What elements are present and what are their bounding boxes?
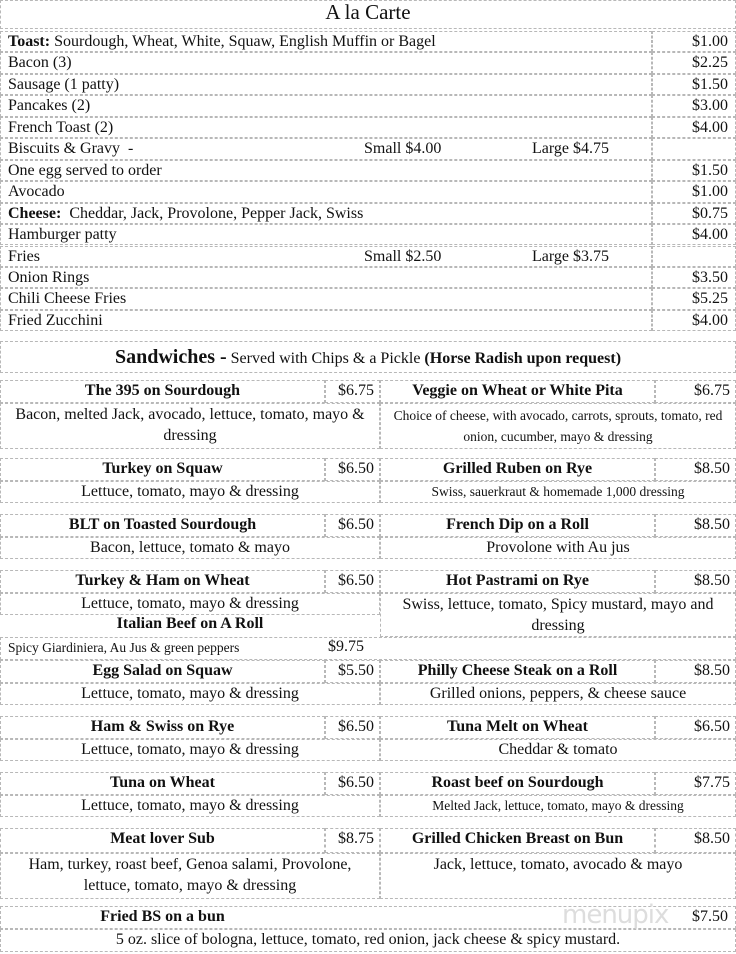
item-name	[8, 118, 113, 138]
sandwich-price: $8.75	[338, 830, 374, 847]
sandwich-name: Grilled Chicken Breast on Bun	[411, 830, 624, 847]
sandwich-desc: Grilled onions, peppers, & cheese sauce	[429, 685, 687, 702]
item-text: Chili Cheese Fries	[8, 290, 127, 308]
item-text: Fries	[8, 247, 40, 265]
item-name	[8, 75, 119, 95]
page-title: A la Carte	[325, 0, 411, 24]
sandwich-price: $6.75	[338, 382, 374, 399]
sandwiches-heading	[0, 344, 736, 372]
item-price: $2.25	[692, 54, 728, 72]
item-name	[8, 204, 363, 224]
row-cell	[0, 181, 652, 202]
sandwich-price: $9.75	[328, 638, 364, 655]
item-price: $1.50	[692, 161, 728, 179]
item-name	[8, 53, 72, 73]
small-price: Small $4.00	[364, 140, 442, 158]
item-name	[8, 96, 90, 116]
sandwich-desc: 5 oz. slice of bologna, lettuce, tomato, red onion, jack cheese & spicy mustard.	[115, 931, 621, 948]
item-text: Sausage (1 patty)	[8, 75, 120, 93]
item-price: $4.00	[692, 311, 728, 329]
watermark-logo: menupix	[562, 900, 669, 930]
large-price: Large $3.75	[532, 247, 610, 265]
sandwich-price: $6.50	[338, 572, 374, 589]
item-price: $5.25	[692, 290, 728, 308]
sandwich-desc: Bacon, melted Jack, avocado, lettuce, tomato, mayo & dressing	[15, 406, 365, 444]
item-name	[8, 289, 126, 309]
item-name	[8, 268, 89, 288]
item-text: Avocado	[8, 183, 65, 201]
sandwich-name: Tuna on Wheat	[110, 774, 215, 791]
small-price: Small $2.50	[364, 247, 442, 265]
sandwich-price: $5.50	[338, 662, 374, 679]
sandwich-name: Veggie on Wheat or White Pita	[412, 382, 623, 399]
sandwich-desc: Lettuce, tomato, mayo & dressing	[81, 685, 299, 702]
sandwich-name: French Dip on a Roll	[446, 516, 589, 533]
item-price: $1.50	[692, 75, 728, 93]
sandwich-price: $7.50	[692, 908, 728, 925]
sandwich-name: Turkey & Ham on Wheat	[75, 572, 250, 589]
item-text: Hamburger patty	[8, 226, 117, 244]
title-cell	[0, 0, 736, 29]
sandwich-desc: Ham, turkey, roast beef, Genoa salami, Provolone, lettuce, tomato, mayo & dressing	[28, 856, 352, 894]
item-text: Biscuits & Gravy -	[8, 140, 134, 158]
sandwiches-title: Sandwiches -	[114, 346, 227, 368]
sandwich-name: Turkey on Squaw	[102, 460, 223, 477]
item-text: French Toast (2)	[8, 118, 114, 136]
sandwich-price: $8.50	[694, 830, 730, 847]
sandwich-price: $6.50	[694, 718, 730, 735]
sandwich-desc: Lettuce, tomato, mayo & dressing	[81, 797, 299, 814]
sandwich-name: The 395 on Sourdough	[84, 382, 241, 399]
item-label: Toast:	[8, 33, 51, 50]
sandwich-name: Grilled Ruben on Rye	[442, 460, 593, 477]
item-price: $3.00	[692, 97, 728, 115]
sandwiches-subtitle: Served with Chips & a Pickle	[226, 350, 425, 367]
sandwich-price: $6.75	[694, 382, 730, 399]
large-price: Large $4.75	[532, 140, 610, 158]
row-cell	[0, 95, 652, 116]
item-name	[8, 32, 436, 52]
sandwich-desc: Swiss, sauerkraut & homemade 1,000 dressing	[431, 484, 685, 499]
item-text: Onion Rings	[8, 268, 90, 286]
sandwich-price: $6.50	[338, 718, 374, 735]
sandwich-price: $6.50	[338, 774, 374, 791]
item-price: $0.75	[692, 204, 728, 222]
sandwich-name: BLT on Toasted Sourdough	[68, 516, 257, 533]
sandwich-price: $6.50	[338, 516, 374, 533]
sandwich-name: Egg Salad on Squaw	[92, 662, 233, 679]
row-cell	[0, 267, 652, 288]
sandwich-desc: Lettuce, tomato, mayo & dressing	[81, 483, 299, 500]
item-name	[8, 139, 133, 159]
item-name	[8, 247, 40, 267]
sandwich-desc: Bacon, lettuce, tomato & mayo	[90, 539, 290, 556]
item-price: $1.00	[692, 33, 728, 50]
item-text: Bacon (3)	[8, 54, 72, 72]
sandwich-name: Philly Cheese Steak on a Roll	[417, 662, 618, 679]
item-name	[8, 225, 117, 245]
sandwich-name: Meat lover Sub	[110, 830, 215, 847]
item-text: Cheddar, Jack, Provolone, Pepper Jack, Swiss	[61, 204, 364, 222]
sandwich-desc: Jack, lettuce, tomato, avocado & mayo	[433, 856, 683, 873]
sandwich-desc: Spicy Giardiniera, Au Jus & green peppers	[8, 640, 240, 655]
sandwich-price: $8.50	[694, 572, 730, 589]
sandwich-price: $8.50	[694, 662, 730, 679]
item-name	[8, 182, 65, 202]
sandwich-name: Tuna Melt on Wheat	[447, 718, 588, 735]
item-label: Cheese:	[8, 204, 62, 222]
sandwich-name: Roast beef on Sourdough	[431, 774, 604, 791]
sandwich-price: $7.75	[694, 774, 730, 791]
item-text: Sourdough, Wheat, White, Squaw, English Muffin or Bagel	[50, 33, 436, 50]
sandwich-name: Hot Pastrami on Rye	[446, 572, 589, 589]
item-text: One egg served to order	[8, 161, 162, 179]
item-name	[8, 161, 162, 181]
sandwich-desc: Lettuce, tomato, mayo & dressing	[81, 741, 299, 758]
item-text: Fried Zucchini	[8, 311, 103, 329]
sandwich-name: Fried BS on a bun	[100, 908, 225, 925]
sandwich-desc: Choice of cheese, with avocado, carrots, sprouts, tomato, red onion, cucumber, mayo & dressing	[393, 408, 723, 444]
item-price: $1.00	[692, 183, 728, 201]
item-price: $4.00	[692, 226, 728, 244]
price-cell	[652, 246, 736, 267]
price-cell	[652, 138, 736, 159]
item-text: Pancakes (2)	[8, 97, 91, 115]
sandwich-price: $8.50	[694, 516, 730, 533]
item-price: $3.50	[692, 268, 728, 286]
sandwich-desc: Melted Jack, lettuce, tomato, mayo & dressing	[432, 798, 684, 813]
sandwich-desc: Lettuce, tomato, mayo & dressing	[81, 595, 299, 612]
sandwich-price: $6.50	[338, 460, 374, 477]
sandwich-price: $8.50	[694, 460, 730, 477]
row-cell	[0, 52, 652, 73]
sandwich-desc: Swiss, lettuce, tomato, Spicy mustard, mayo and dressing	[402, 596, 714, 634]
sandwich-desc: Provolone with Au jus	[486, 539, 630, 556]
sandwich-name: Italian Beef on A Roll	[116, 615, 264, 632]
item-price: $4.00	[692, 118, 728, 136]
item-name	[8, 311, 103, 331]
sandwich-name: Ham & Swiss on Rye	[90, 718, 235, 735]
sandwiches-note: (Horse Radish upon request)	[424, 350, 622, 367]
sandwich-desc: Cheddar & tomato	[498, 741, 618, 758]
